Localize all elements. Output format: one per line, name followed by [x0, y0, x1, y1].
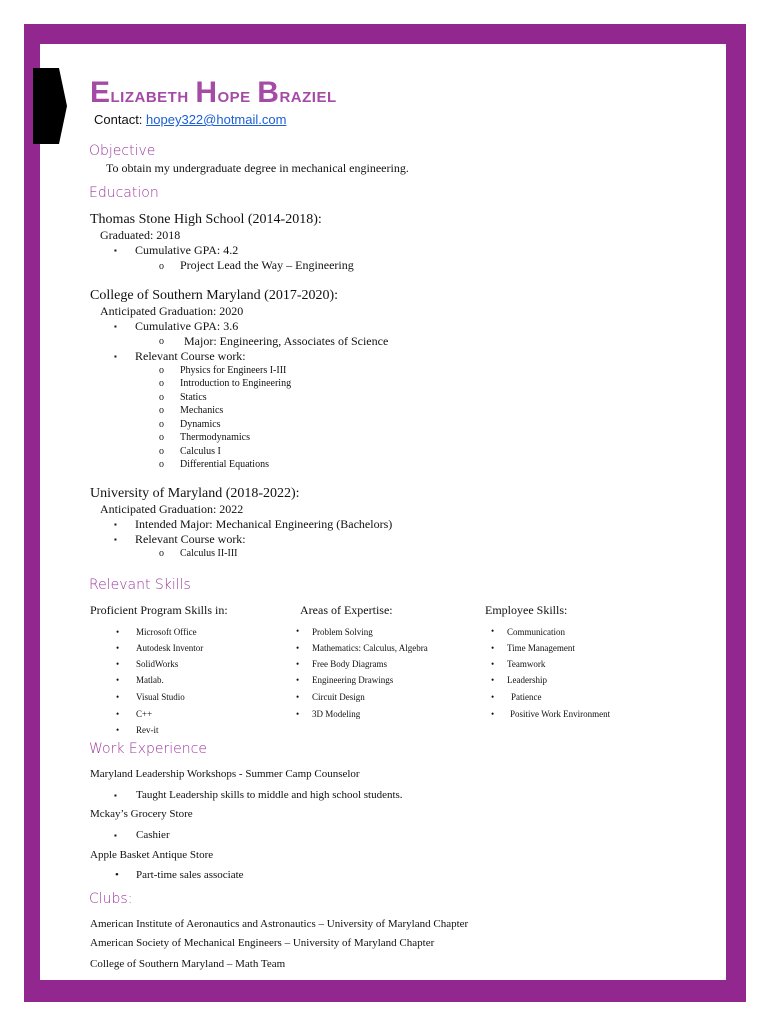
bullet-icon: •	[491, 709, 495, 719]
school-title: College of Southern Maryland (2017-2020):	[90, 288, 339, 303]
school-title: Thomas Stone High School (2014-2018):	[90, 212, 322, 227]
square-bullet-icon: ▪	[114, 520, 117, 529]
skill-item: Autodesk Inventor	[136, 643, 204, 653]
school-bullet: Relevant Course work:	[135, 349, 246, 363]
school-graduation: Graduated: 2018	[100, 228, 181, 242]
skill-item: C++	[136, 709, 153, 719]
job-bullet: Cashier	[136, 829, 170, 841]
square-bullet-icon: ▪	[114, 352, 117, 361]
square-bullet-icon: ▪	[114, 535, 117, 544]
skills-heading: Relevant Skills	[89, 577, 191, 593]
expertise-item: Free Body Diagrams	[312, 659, 387, 669]
bullet-icon: •	[116, 627, 120, 637]
bullet-icon: •	[296, 675, 300, 685]
course-item: Calculus II-III	[180, 548, 238, 559]
employee-skill-item: Teamwork	[507, 659, 546, 669]
skill-item: Matlab.	[136, 675, 164, 685]
skill-item: Rev-it	[136, 725, 159, 735]
school-bullet: Relevant Course work:	[135, 532, 246, 546]
circle-bullet-icon: o	[159, 378, 164, 389]
skills-column-title: Employee Skills:	[485, 603, 568, 617]
bullet-icon: •	[115, 869, 119, 881]
bullet-icon: •	[296, 709, 300, 719]
employee-skill-item: Communication	[507, 627, 565, 637]
job-bullet: Part-time sales associate	[136, 869, 244, 881]
circle-bullet-icon: o	[159, 365, 164, 376]
job-bullet: Taught Leadership skills to middle and high school students.	[136, 789, 403, 801]
job-title: Mckay’s Grocery Store	[90, 808, 193, 820]
circle-bullet-icon: o	[159, 261, 164, 272]
header-tab-shape	[33, 68, 67, 144]
school-sub-bullet: Project Lead the Way – Engineering	[180, 258, 354, 272]
square-bullet-icon: ▪	[114, 791, 117, 800]
bullet-icon: •	[491, 659, 495, 669]
course-item: Dynamics	[180, 419, 221, 430]
bullet-icon: •	[296, 643, 300, 653]
bullet-icon: •	[491, 675, 495, 685]
skill-item: SolidWorks	[136, 659, 179, 669]
school-bullet: Cumulative GPA: 4.2	[135, 243, 239, 257]
expertise-item: Engineering Drawings	[312, 675, 394, 685]
circle-bullet-icon: o	[159, 459, 164, 470]
candidate-name: Elizabeth Hope Braziel	[90, 76, 337, 109]
bullet-icon: •	[116, 725, 120, 735]
bullet-icon: •	[296, 626, 300, 636]
contact-line	[94, 112, 286, 127]
course-item: Thermodynamics	[180, 432, 250, 443]
bullet-icon: •	[116, 692, 120, 702]
circle-bullet-icon: o	[159, 548, 164, 559]
education-heading: Education	[89, 185, 159, 201]
skill-item: Microsoft Office	[136, 627, 197, 637]
bullet-icon: •	[296, 659, 300, 669]
email-link[interactable]: hopey322@hotmail.com	[146, 112, 287, 127]
bullet-icon: •	[491, 643, 495, 653]
contact-label: Contact:	[94, 112, 143, 127]
bullet-icon: •	[116, 675, 120, 685]
circle-bullet-icon: o	[159, 405, 164, 416]
employee-skill-item: Leadership	[507, 675, 547, 685]
course-item: Statics	[180, 392, 207, 403]
course-item: Introduction to Engineering	[180, 378, 292, 389]
course-item: Calculus I	[180, 446, 221, 457]
expertise-item: Circuit Design	[312, 692, 365, 702]
employee-skill-item: Patience	[511, 692, 542, 702]
school-graduation: Anticipated Graduation: 2020	[100, 304, 244, 318]
work-heading: Work Experience	[89, 741, 207, 757]
job-title: Maryland Leadership Workshops - Summer Camp Counselor	[90, 768, 360, 780]
expertise-item: 3D Modeling	[312, 709, 361, 719]
employee-skill-item: Time Management	[507, 643, 575, 653]
square-bullet-icon: ▪	[114, 831, 117, 840]
skill-item: Visual Studio	[136, 692, 185, 702]
school-bullet: Intended Major: Mechanical Engineering (Bachelors)	[135, 517, 393, 531]
skills-column-title: Proficient Program Skills in:	[90, 603, 228, 617]
objective-text: To obtain my undergraduate degree in mechanical engineering.	[106, 161, 409, 175]
club-item: American Institute of Aeronautics and Astronautics – University of Maryland Chapter	[90, 918, 469, 930]
objective-heading: Objective	[89, 143, 156, 159]
bullet-icon: •	[116, 643, 120, 653]
club-item: College of Southern Maryland – Math Team	[90, 958, 286, 970]
school-bullet: Cumulative GPA: 3.6	[135, 319, 239, 333]
square-bullet-icon: ▪	[114, 322, 117, 331]
school-sub-bullet: Major: Engineering, Associates of Science	[184, 334, 389, 348]
club-item: American Society of Mechanical Engineers – University of Maryland Chapter	[90, 937, 435, 949]
clubs-heading: Clubs:	[89, 891, 133, 907]
bullet-icon: •	[116, 659, 120, 669]
square-bullet-icon: ▪	[114, 246, 117, 255]
bullet-icon: •	[116, 709, 120, 719]
school-graduation: Anticipated Graduation: 2022	[100, 502, 244, 516]
circle-bullet-icon: o	[159, 336, 164, 347]
course-item: Mechanics	[180, 405, 224, 416]
skills-column-title: Areas of Expertise:	[300, 603, 393, 617]
bullet-icon: •	[491, 626, 495, 636]
circle-bullet-icon: o	[159, 419, 164, 430]
school-title: University of Maryland (2018-2022):	[90, 486, 300, 501]
course-item: Physics for Engineers I-III	[180, 365, 287, 376]
course-item: Differential Equations	[180, 459, 269, 470]
bullet-icon: •	[491, 692, 495, 702]
bullet-icon: •	[296, 692, 300, 702]
circle-bullet-icon: o	[159, 446, 164, 457]
circle-bullet-icon: o	[159, 432, 164, 443]
expertise-item: Mathematics: Calculus, Algebra	[312, 643, 428, 653]
circle-bullet-icon: o	[159, 392, 164, 403]
job-title: Apple Basket Antique Store	[90, 849, 214, 861]
expertise-item: Problem Solving	[312, 627, 373, 637]
employee-skill-item: Positive Work Environment	[510, 709, 611, 719]
